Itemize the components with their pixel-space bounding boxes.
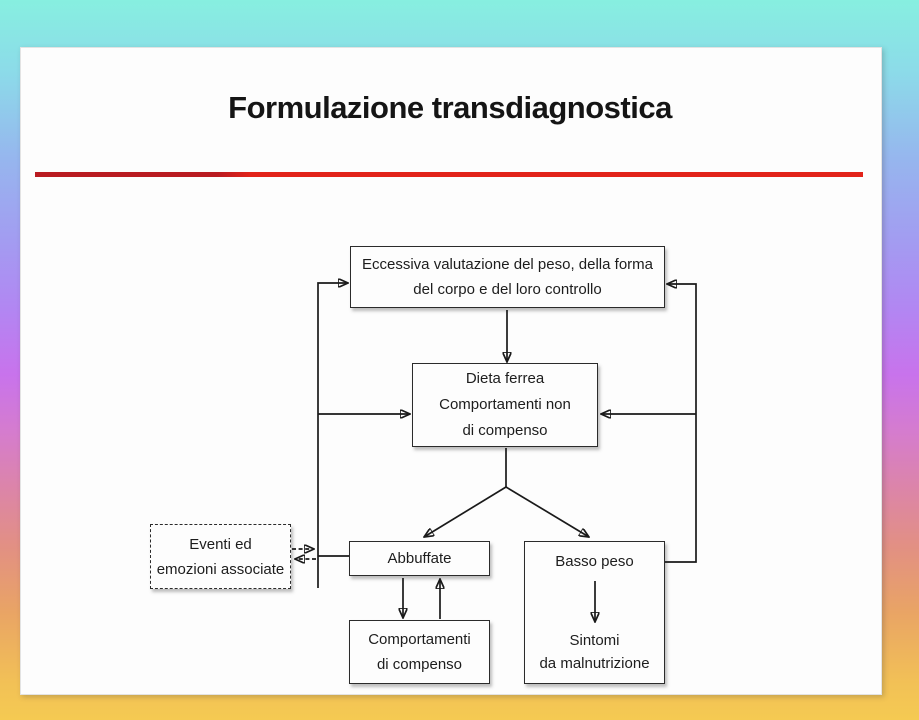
box-strict-diet-line3: di compenso xyxy=(462,422,548,439)
box-binge-label: Abbuffate xyxy=(387,550,452,567)
box-compensatory-line2: di compenso xyxy=(376,656,463,673)
box-malnutrition-line2: da malnutrizione xyxy=(539,655,650,672)
box-strict-diet-line1: Dieta ferrea xyxy=(465,370,545,387)
box-events-emotions xyxy=(150,524,291,589)
slide-title: Formulazione transdiagnostica xyxy=(228,90,672,125)
box-compensatory-line1: Comportamenti xyxy=(368,631,471,648)
box-malnutrition-line1: Sintomi xyxy=(569,632,620,649)
box-overvaluation xyxy=(350,246,665,308)
red-divider-line xyxy=(35,172,863,177)
box-overvaluation-line1: Eccessiva valutazione del peso, della forma xyxy=(362,256,653,273)
box-overvaluation-line2: del corpo e del loro controllo xyxy=(413,281,602,298)
box-compensatory-behaviors xyxy=(349,620,490,684)
box-low-weight-label: Basso peso xyxy=(555,553,634,570)
box-low-weight xyxy=(524,541,665,684)
box-malnutrition-text xyxy=(525,629,664,675)
box-strict-diet xyxy=(412,363,598,447)
box-binge-eating xyxy=(349,541,490,576)
box-strict-diet-line2: Comportamenti non xyxy=(439,396,571,413)
box-events-line2: emozioni associate xyxy=(156,560,285,578)
box-events-line1: Eventi ed xyxy=(189,535,252,553)
